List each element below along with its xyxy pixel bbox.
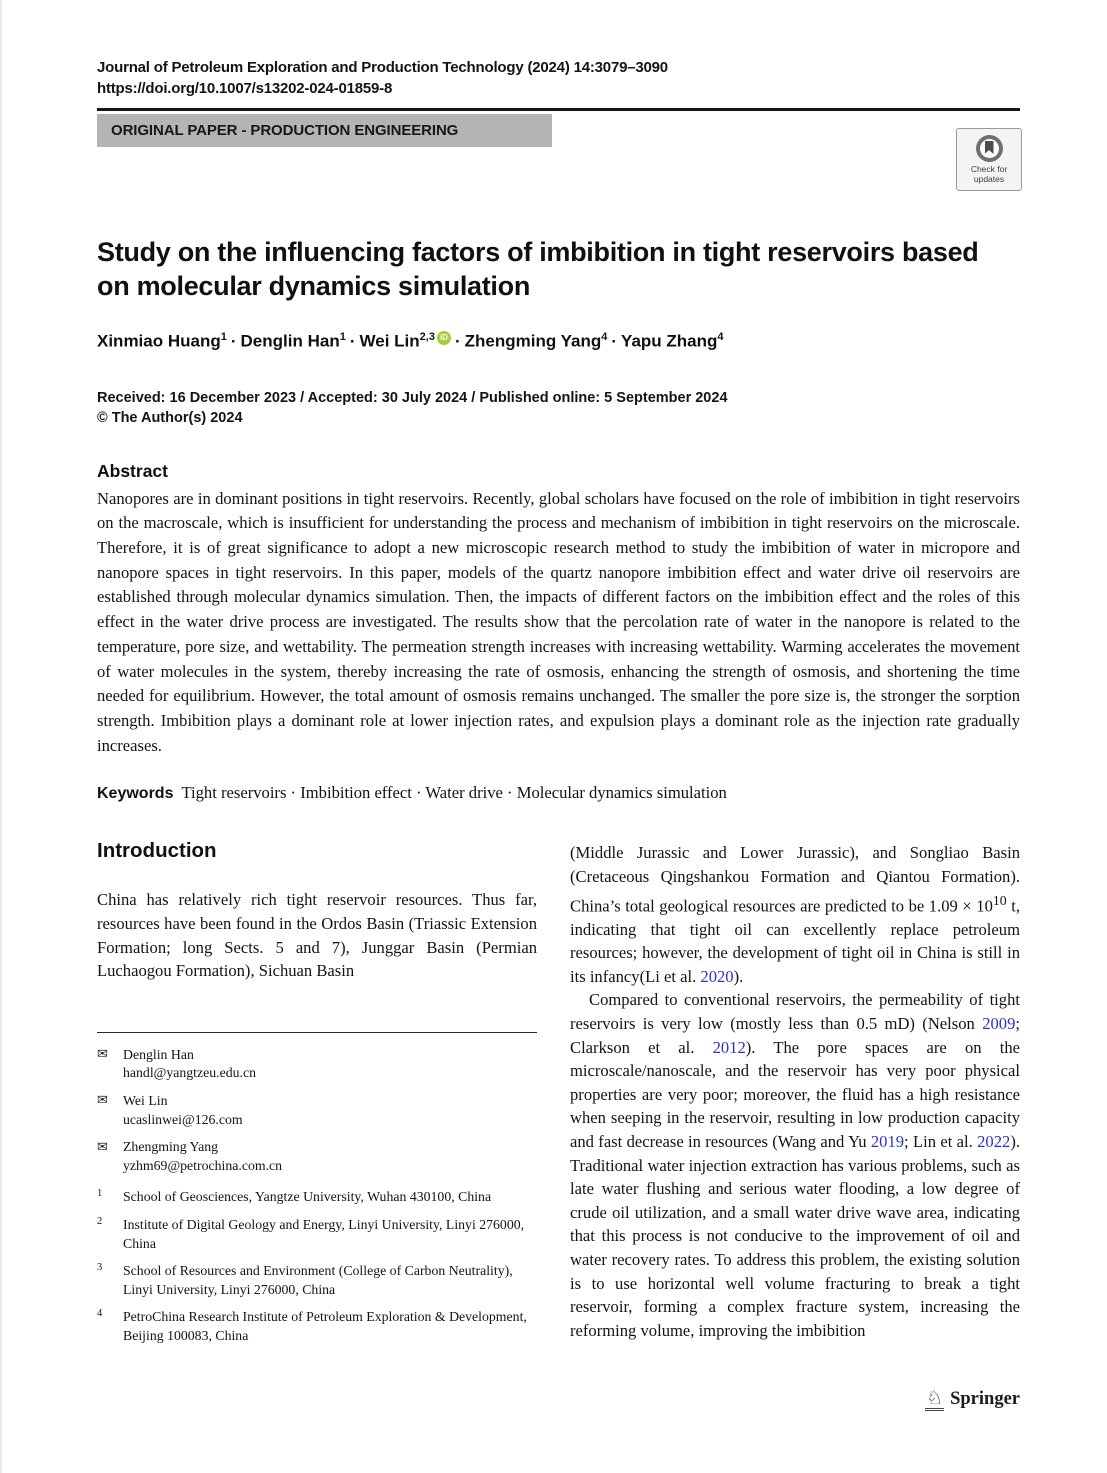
corresponding-author xyxy=(97,1046,537,1083)
envelope-icon: ✉ xyxy=(97,1139,108,1155)
author-name: Denglin Han xyxy=(240,331,340,351)
author-line xyxy=(97,331,1020,352)
author-separator: · xyxy=(611,331,618,351)
contact-email: handl@yangtzeu.edu.cn xyxy=(123,1065,256,1081)
abstract-text: Nanopores are in dominant positions in tight reservoirs. Recently, global scholars have focused on the role of imbibition in tight reservoirs on the macroscale, which is insufficient for understanding the process and mechanism of imbibition in tight reservoirs on the microscale. Therefore, it is of great significance to adopt a new microscopic research method to study the imbibition of water in micropore and nanopore spaces in tight reservoirs. In this paper, models of the quartz nanopore imbibition effect and water drive oil reservoirs are established through molecular dynamics simulation. Then, the impacts of different factors on the imbibition effect and the roles of this effect in the water drive process are investigated. The results show that the percolation rate of water in the nanopore is related to the temperature, pore size, and wettability. The permeation strength increases with increasing wettability. Warming accelerates the movement of water molecules in the system, thereby increasing the rate of osmosis, enhancing the strength of osmosis, and shortening the time needed for equilibrium. However, the total amount of osmosis remains unchanged. The smaller the pore size is, the stronger the sorption strength. Imbibition plays a dominant role at lower injection rates, and expulsion plays a dominant role as the injection rate gradually increases. xyxy=(97,488,1020,755)
author-affiliation-superscript: 2,3 xyxy=(419,331,435,343)
contact-name: Zhengming Yang xyxy=(123,1139,219,1155)
corresponding-author xyxy=(97,1138,537,1175)
banner-row xyxy=(97,111,1020,189)
article-type-banner: ORIGINAL PAPER - PRODUCTION ENGINEERING xyxy=(97,114,552,147)
introduction-heading: Introduction xyxy=(97,839,217,863)
author-separator: · xyxy=(454,331,461,351)
springer-logo xyxy=(925,1388,1020,1411)
text-run: Compared to conventional reservoirs, the permeability of tight reservoirs is very low (mostly less than 0.5 mD) (Nelson xyxy=(570,990,1020,1034)
affiliation-text: PetroChina Research Institute of Petroleum Exploration & Development, Beijing 100083, China xyxy=(123,1309,527,1343)
keywords-line xyxy=(97,783,1020,803)
springer-wordmark: Springer xyxy=(950,1389,1020,1409)
text-run: ; Clarkson et al. xyxy=(570,1014,1020,1057)
affiliation-number: 3 xyxy=(97,1262,103,1274)
contact-email: ucaslinwei@126.com xyxy=(123,1111,243,1127)
citation-link[interactable]: 2009 xyxy=(982,1014,1016,1034)
page-edge xyxy=(0,0,3,1473)
author-separator: · xyxy=(349,331,356,351)
page-content xyxy=(97,0,1020,1354)
springer-horse-icon: ♘ xyxy=(926,1387,944,1409)
right-column xyxy=(570,839,1020,1354)
journal-header xyxy=(97,57,1020,99)
author-name: Yapu Zhang xyxy=(621,331,718,351)
citation-link[interactable]: 2022 xyxy=(977,1132,1011,1152)
author-name: Wei Lin xyxy=(359,331,420,351)
affiliation xyxy=(97,1262,537,1299)
envelope-icon: ✉ xyxy=(97,1093,108,1109)
two-column-section xyxy=(97,839,1020,1354)
affiliation-number: 1 xyxy=(97,1188,103,1200)
author-name: Xinmiao Huang xyxy=(97,331,221,351)
paper-title: Study on the influencing factors of imbibition in tight reservoirs based on molecular dynamics simulation xyxy=(97,237,979,301)
affiliation-number: 2 xyxy=(97,1215,103,1227)
author-contact xyxy=(123,1046,256,1083)
contact-name: Denglin Han xyxy=(123,1046,194,1062)
left-column xyxy=(97,839,537,1354)
author-separator: · xyxy=(230,331,237,351)
text-run: ). The pore spaces are on the microscale/nanoscale, and the reservoir has very poor physical properties are very poor; moreover, the fluid has a high resistance when seeping in the reservoir, resulting in low production capacity and fast decrease in resources (Wang and Yu xyxy=(570,1037,1020,1152)
affiliation xyxy=(97,1216,537,1253)
author-contact xyxy=(123,1092,243,1129)
introduction-paragraph-left: China has relatively rich tight reservoir resources. Thus far, resources have been found in the Ordos Basin (Triassic Extension Formation; long Sects. 5 and 7), Junggar Basin (Permian Luchaogou Formation), Sichuan Basin xyxy=(97,890,537,981)
affiliation-list xyxy=(97,1188,537,1345)
citation-link[interactable]: 2020 xyxy=(700,966,734,986)
citation-link[interactable]: 2012 xyxy=(712,1037,746,1057)
author-name: Zhengming Yang xyxy=(464,331,602,351)
orcid-icon[interactable]: iD xyxy=(437,331,451,345)
affiliation-text: Institute of Digital Geology and Energy, Linyi University, Linyi 276000, China xyxy=(123,1216,525,1251)
author-affiliation-superscript: 4 xyxy=(601,331,608,343)
check-for-updates-badge[interactable] xyxy=(956,128,1022,191)
author-contact xyxy=(123,1138,282,1175)
citation-link[interactable]: 2019 xyxy=(870,1132,905,1152)
copyright-line: © The Author(s) 2024 xyxy=(97,409,243,426)
text-run: ; Lin et al. xyxy=(904,1132,978,1152)
check-for-updates-label: Check for updates xyxy=(970,164,1008,184)
affiliation-text: School of Geosciences, Yangtze University, Wuhan 430100, China xyxy=(123,1189,492,1205)
abstract-heading: Abstract xyxy=(97,460,168,481)
text-run: t, indicating that tight oil can excellently replace petroleum resources; however, the development of tight oil in China is still in its infancy(Li et al. xyxy=(570,896,1020,986)
doi-line: https://doi.org/10.1007/s13202-024-01859-8 xyxy=(97,80,393,97)
superscript: 10 xyxy=(992,892,1007,908)
text-run: ). Traditional water injection extraction has various problems, such as late water flushing and serious water flooding, a low degree of crude oil utilization, and a small water drive wave area, indicating that this process is not conducive to the improvement of oil and water recovery rates. To address this problem, the existing solution is to use horizontal well volume fracturing to break a tight reservoir, forming a complex fracture system, increasing the reforming volume, improving the imbibition xyxy=(570,1132,1020,1340)
author-affiliation-superscript: 1 xyxy=(220,331,227,343)
affiliation xyxy=(97,1188,537,1207)
introduction-paragraph-right-1 xyxy=(570,841,1020,988)
contact-name: Wei Lin xyxy=(123,1092,168,1108)
text-run: (Middle Jurassic and Lower Jurassic), and Songliao Basin (Cretaceous Qingshankou Formation and Qiantou Formation). China’s total geological resources are predicted to be 1.09 × 10 xyxy=(570,843,1020,916)
author-affiliation-superscript: 1 xyxy=(339,331,346,343)
affiliation xyxy=(97,1308,537,1345)
corresponding-author xyxy=(97,1092,537,1129)
introduction-paragraph-right-2 xyxy=(570,988,1020,1342)
affiliation-text: School of Resources and Environment (College of Carbon Neutrality), Linyi University, Linyi 276000, China xyxy=(123,1263,513,1297)
keywords-label: Keywords xyxy=(97,785,174,803)
journal-title-line: Journal of Petroleum Exploration and Production Technology (2024) 14:3079–3090 xyxy=(97,59,668,76)
affiliation-number: 4 xyxy=(97,1308,103,1320)
contact-email: yzhm69@petrochina.com.cn xyxy=(123,1157,283,1173)
envelope-icon: ✉ xyxy=(97,1047,108,1063)
crossmark-icon xyxy=(976,135,1003,162)
keywords-text: Tight reservoirs · Imbibition effect · Water drive · Molecular dynamics simulation xyxy=(181,783,727,803)
text-run: ). xyxy=(733,966,744,986)
footnote-block xyxy=(97,1032,537,1346)
dates-line: Received: 16 December 2023 / Accepted: 30 July 2024 / Published online: 5 September 2024 xyxy=(97,389,728,406)
author-affiliation-superscript: 4 xyxy=(717,331,724,343)
email-list xyxy=(97,1046,537,1176)
